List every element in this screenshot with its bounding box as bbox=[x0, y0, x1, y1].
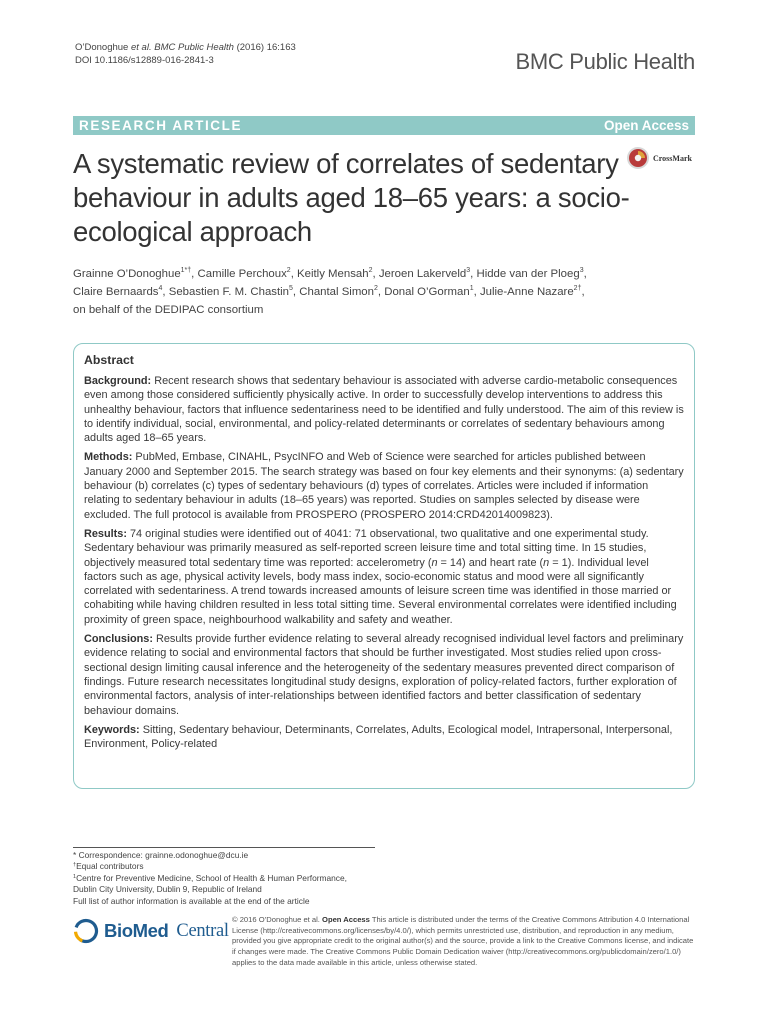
crossmark-badge[interactable] bbox=[626, 146, 692, 170]
abstract-keywords: Keywords: Sitting, Sedentary behaviour, Determinants, Correlates, Adults, Ecological model, Intrapersonal, Interpersonal, Environment, Policy-related bbox=[84, 723, 673, 751]
abstract-heading: Abstract bbox=[84, 353, 134, 367]
publisher-name-central: Central bbox=[176, 920, 229, 941]
author-line-1: Grainne O’Donoghue$^{1*\dagger}$, Camille Perchoux$^2$, Keitly Mensah$^2$, Jeroen Lakerveld$^3$, Hidde van der Ploeg$^3$, bbox=[73, 267, 587, 280]
author-name[interactable]: Claire Bernaards bbox=[73, 286, 159, 298]
crossmark-label: CrossMark bbox=[653, 153, 692, 163]
author-name[interactable]: Julie-Anne Nazare bbox=[479, 286, 574, 298]
article-type: RESEARCH ARTICLE bbox=[79, 118, 243, 133]
author-name[interactable]: Hidde van der Ploeg bbox=[476, 268, 580, 280]
crossmark-icon bbox=[626, 146, 650, 170]
author-name[interactable]: Grainne O’Donoghue bbox=[73, 268, 181, 280]
author-name[interactable]: Keitly Mensah bbox=[297, 268, 369, 280]
author-info-note: Full list of author information is available at the end of the article bbox=[73, 895, 310, 906]
abstract-methods: Methods: PubMed, Embase, CINAHL, PsycINFO and Web of Science were searched for articles published between January 2000 and September 2015. The search strategy was based on four key elements and their synonyms: (a) sedentary behaviour (b) correlates (c) types of sedentary behaviours (d) types of correlates. Articles were included if information relating to sedentary behaviour in adults (18–65 years) was reported. Studies on samples selected by disease were excluded. The full protocol is available from PROSPERO (PROSPERO 2014:CRD42014009823). bbox=[84, 451, 684, 521]
author-list bbox=[73, 265, 673, 319]
doi[interactable]: DOI 10.1186/s12889-016-2841-3 bbox=[75, 55, 214, 66]
article-type-banner bbox=[73, 116, 695, 135]
affiliation: $^1$Centre for Preventive Medicine, School of Health & Human Performance, bbox=[73, 872, 347, 883]
abstract-box bbox=[73, 343, 695, 789]
author-line-2: Claire Bernaards$^4$, Sebastien F. M. Chastin$^5$, Chantal Simon$^2$, Donal O’Gorman$^1$, Julie-Anne Nazare$^{2\dagger}$, bbox=[73, 285, 585, 298]
journal-name: BMC Public Health bbox=[515, 49, 695, 74]
affiliation-line-2: Dublin City University, Dublin 9, Republic of Ireland bbox=[73, 884, 262, 895]
citation-header bbox=[75, 41, 296, 67]
publisher-name-bio: BioMed bbox=[104, 920, 169, 941]
citation-line: O’Donoghue et al. BMC Public Health (2016) 16:163 bbox=[75, 42, 296, 53]
author-consortium: on behalf of the DEDIPAC consortium bbox=[73, 304, 264, 316]
author-name[interactable]: Chantal Simon bbox=[299, 286, 374, 298]
author-name[interactable]: Jeroen Lakerveld bbox=[378, 268, 467, 280]
abstract-background: Background: Recent research shows that sedentary behaviour is associated with adverse cardio-metabolic consequences even among those considered sufficiently physically active. In order to successfully develop interventions to address this unhealthy behaviour, factors that influence sedentariness need to be identified and fully understood. The aim of this review is to identify individual, social, environmental, and policy-related determinants or correlates of sedentary behaviours among adults aged 18–65 years. bbox=[84, 375, 684, 445]
article-title: A systematic review of correlates of sedentary behaviour in adults aged 18–65 years: a socio-ecological approach bbox=[73, 148, 630, 247]
footnotes bbox=[73, 850, 347, 907]
author-name[interactable]: Camille Perchoux bbox=[197, 268, 287, 280]
author-name[interactable]: Donal O’Gorman bbox=[384, 286, 470, 298]
equal-contributors: †Equal contributors bbox=[73, 861, 144, 872]
footnote-divider bbox=[73, 847, 375, 848]
author-name[interactable]: Sebastien F. M. Chastin bbox=[168, 286, 290, 298]
biomed-central-logo-icon bbox=[73, 918, 99, 944]
correspondence[interactable]: * Correspondence: grainne.odonoghue@dcu.ie bbox=[73, 850, 249, 860]
abstract-results: Results: 74 original studies were identified out of 4041: 71 observational, two qualitative and one experimental study. Sedentary behaviour was primarily measured as self-reported screen leisure time and total sitting time. In 15 studies, objectively measured total sedentary time was reported: accelerometry (n = 14) and heart rate (n = 1). Individual level factors such as age, physical activity levels, body mass index, socio-economic status and mood were all significantly correlated with sedentariness. A trend towards increased amounts of leisure screen time was identified in those married or cohabiting while having children resulted in less total sitting time. Several environmental correlates were identified including proximity of green space, neighbourhood walkability and safety and weather. bbox=[84, 527, 677, 626]
open-access-label: Open Access bbox=[603, 118, 689, 133]
license-text: © 2016 O’Donoghue et al. Open Access This article is distributed under the terms of the Creative Commons Attribution 4.0 International License (http://creativecommons.org/licenses/by/4.0/), which permits unrestricted use, distribution, and reproduction in any medium, provided you give appropriate credit to the original author(s) and the source, provide a link to the Creative Commons license, and indicate if changes were made. The Creative Commons Public Domain Dedication waiver (http://creativecommons.org/publicdomain/zero/1.0/) applies to the data made available in this article, unless otherwise stated. bbox=[232, 915, 694, 967]
abstract-conclusions: Conclusions: Results provide further evidence relating to several already recognised individual level factors and preliminary evidence relating to social and environmental factors that should be further investigated. Most studies relied upon cross-sectional design limiting causal inference and the heterogeneity of the sedentary measures prevented direct comparison of findings. Future research necessitates longitudinal study designs, exploration of policy-related factors, further exploration of environmental factors, analysis of inter-relationships between identified factors and better classification of sedentary behaviour domains. bbox=[84, 633, 684, 717]
publisher-logo[interactable] bbox=[73, 918, 229, 944]
